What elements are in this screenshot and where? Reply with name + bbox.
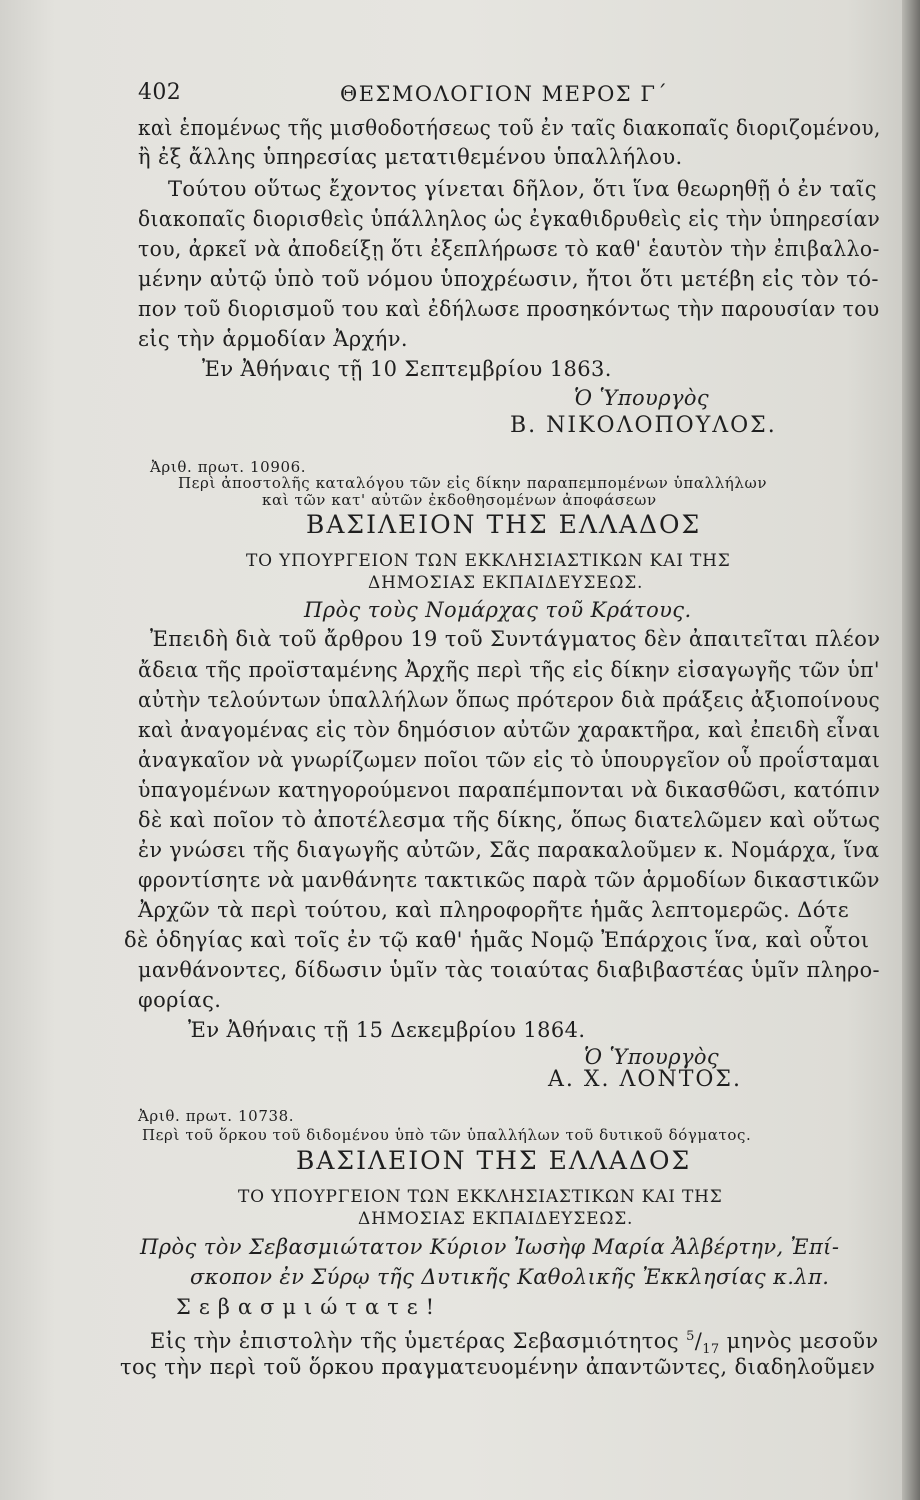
doc3-protocol-number: Ἀριθ. πρωτ. 10738.: [138, 1107, 295, 1125]
doc3-line-1-start: Εἰς τὴν ἐπιστολὴν τῆς ὑμετέρας Σεβασμιότητος: [150, 1329, 679, 1353]
doc1-line: του, ἀρκεῖ νὰ ἀποδείξῃ ὅτι ἐξεπλήρωσε τὸ καθ' ἑαυτὸν τὴν ἐπιβαλλο-: [138, 237, 880, 261]
doc2-line: ὑπαγομένων κατηγορούμενοι παραπέμπονται νὰ δικασθῶσι, κατόπιν: [138, 778, 881, 802]
doc2-kingdom-heading: ΒΑΣΙΛΕΙΟΝ ΤΗΣ ΕΛΛΑΔΟΣ: [306, 510, 702, 539]
doc2-line: καὶ ἀναγομένας εἰς τὸν δημόσιον αὐτῶν χαρακτῆρα, καὶ ἐπειδὴ εἶναι: [138, 718, 881, 742]
doc1-line: ἢ ἐξ ἄλλης ὑπηρεσίας μετατιθεμένου ὑπαλλήλου.: [138, 145, 683, 169]
doc1-line: Τούτου οὕτως ἔχοντος γίνεται δῆλον, ὅτι ἵνα θεωρηθῇ ὁ ἐν ταῖς: [168, 177, 877, 201]
doc1-line: διακοπαῖς διορισθεὶς ὑπάλληλος ὡς ἐγκαθιδρυθεὶς εἰς τὴν ὑπηρεσίαν: [138, 207, 881, 231]
doc2-line: αὐτὴν τελούντων ὑπαλλήλων ὅπως πρότερον διὰ πράξεις ἀξιοποίνους: [138, 688, 881, 712]
doc2-ministry-line: ΤΟ ΥΠΟΥΡΓΕΙΟΝ ΤΩΝ ΕΚΚΛΗΣΙΑΣΤΙΚΩΝ ΚΑΙ ΤΗΣ: [246, 551, 731, 571]
doc3-addressee-line: σκοπον ἐν Σύρῳ τῆς Δυτικῆς Καθολικῆς Ἐκκλησίας κ.λπ.: [190, 1265, 830, 1289]
doc2-line: δὲ καὶ ποῖον τὸ ἀποτέλεσμα τῆς δίκης, ὅπως διατελῶμεν καὶ οὕτως: [138, 808, 881, 832]
doc2-line: μανθάνοντες, δίδωσιν ὑμῖν τὰς τοιαύτας διαβιβαστέας ὑμῖν πληρο-: [138, 958, 880, 982]
doc2-line: ἀναγκαῖον νὰ γνωρίζωμεν ποῖοι τῶν εἰς τὸ ὑπουργεῖον οὗ προΐσταμαι: [138, 748, 881, 772]
doc2-line: ἄδεια τῆς προϊσταμένης Ἀρχῆς περὶ τῆς εἰς δίκην εἰσαγωγῆς τῶν ὑπ': [138, 658, 880, 682]
doc2-protocol-number: Ἀριθ. πρωτ. 10906.: [150, 458, 307, 476]
doc2-date: Ἐν Ἀθήναις τῇ 15 Δεκεμβρίου 1864.: [188, 1018, 586, 1042]
doc1-signature-name: Β. ΝΙΚΟΛΟΠΟΥΛΟΣ.: [510, 413, 777, 438]
doc1-line: καὶ ἑπομένως τῆς μισθοδοτήσεως τοῦ ἐν ταῖς διακοπαῖς διοριζομένου,: [138, 116, 881, 140]
doc2-signature-title: Ὁ Ὑπουργὸς: [584, 1045, 720, 1069]
fraction-denominator: 17: [702, 1342, 720, 1358]
fraction-numerator: 5: [686, 1329, 695, 1344]
doc1-line: μένην αὐτῷ ὑπὸ τοῦ νόμου ὑποχρέωσιν, ἤτοι ὅτι μετέβη εἰς τὸν τό-: [138, 267, 879, 291]
doc2-line: δὲ ὁδηγίας καὶ τοῖς ἐν τῷ καθ' ἡμᾶς Νομῷ Ἐπάρχοις ἵνα, καὶ οὗτοι: [124, 928, 870, 952]
doc2-subject-line: Περὶ ἀποστολῆς καταλόγου τῶν εἰς δίκην παραπεμπομένων ὑπαλλήλων: [178, 474, 768, 492]
doc1-signature-title: Ὁ Ὑπουργὸς: [574, 386, 710, 410]
doc3-line-1-end: μηνὸς μεσοῦν: [726, 1329, 879, 1353]
doc3-ministry-line: ΔΗΜΟΣΙΑΣ ΕΚΠΑΙΔΕΥΣΕΩΣ.: [358, 1209, 634, 1229]
doc2-ministry-line: ΔΗΜΟΣΙΑΣ ΕΚΠΑΙΔΕΥΣΕΩΣ.: [368, 573, 644, 593]
doc3-line-2: τος τὴν περὶ τοῦ ὅρκου πραγματευομένην ἀπαντῶντες, διαδηλοῦμεν: [120, 1355, 876, 1379]
doc2-signature-name: Α. Χ. ΛΟΝΤΟΣ.: [548, 1067, 742, 1092]
doc1-line: πον τοῦ διορισμοῦ του καὶ ἐδήλωσε προσηκόντως τὴν παρουσίαν του: [138, 297, 880, 321]
doc3-salutation: Σεβασμιώτατε!: [176, 1295, 443, 1319]
doc3-ministry-line: ΤΟ ΥΠΟΥΡΓΕΙΟΝ ΤΩΝ ΕΚΚΛΗΣΙΑΣΤΙΚΩΝ ΚΑΙ ΤΗΣ: [238, 1187, 723, 1207]
doc3-kingdom-heading: ΒΑΣΙΛΕΙΟΝ ΤΗΣ ΕΛΛΑΔΟΣ: [296, 1146, 692, 1175]
doc2-line: ἐν γνώσει τῆς διαγωγῆς αὐτῶν, Σᾶς παρακαλοῦμεν κ. Νομάρχα, ἵνα: [138, 838, 880, 862]
doc2-addressee: Πρὸς τοὺς Νομάρχας τοῦ Κράτους.: [304, 598, 692, 622]
doc2-line: φροντίσητε νὰ μανθάνητε τακτικῶς παρὰ τῶν ἁρμοδίων δικαστικῶν: [138, 868, 880, 892]
doc1-date: Ἐν Ἀθήναις τῇ 10 Σεπτεμβρίου 1863.: [202, 357, 612, 381]
doc2-subject-line: καὶ τῶν κατ' αὐτῶν ἐκδοθησομένων ἀποφάσεων: [262, 491, 657, 509]
running-title: ΘΕΣΜΟΛΟΓΙΟΝ ΜΕΡΟΣ Γ΄: [340, 82, 669, 106]
doc3-subject: Περὶ τοῦ ὅρκου τοῦ διδομένου ὑπὸ τῶν ὑπαλλήλων τοῦ δυτικοῦ δόγματος.: [142, 1126, 752, 1144]
doc3-line-1: Εἰς τὴν ἐπιστολὴν τῆς ὑμετέρας Σεβασμιότητος $^5/_{17}$ μηνὸς μεσοῦν: [150, 1329, 879, 1358]
doc3-addressee-line: Πρὸς τὸν Σεβασμιώτατον Κύριον Ἰωσὴφ Μαρία Ἀλβέρτην, Ἐπί-: [140, 1235, 840, 1259]
doc2-line: Ἐπειδὴ διὰ τοῦ ἄρθρου 19 τοῦ Συντάγματος δὲν ἀπαιτεῖται πλέον: [150, 627, 881, 651]
book-spine-shadow: [902, 0, 920, 1500]
doc2-line: φορίας.: [138, 988, 222, 1012]
doc1-line: εἰς τὴν ἁρμοδίαν Ἀρχήν.: [138, 327, 408, 351]
page-number: 402: [138, 80, 182, 105]
doc2-line: Ἀρχῶν τὰ περὶ τούτου, καὶ πληροφορῆτε ἡμᾶς λεπτομερῶς. Δότε: [138, 898, 850, 922]
